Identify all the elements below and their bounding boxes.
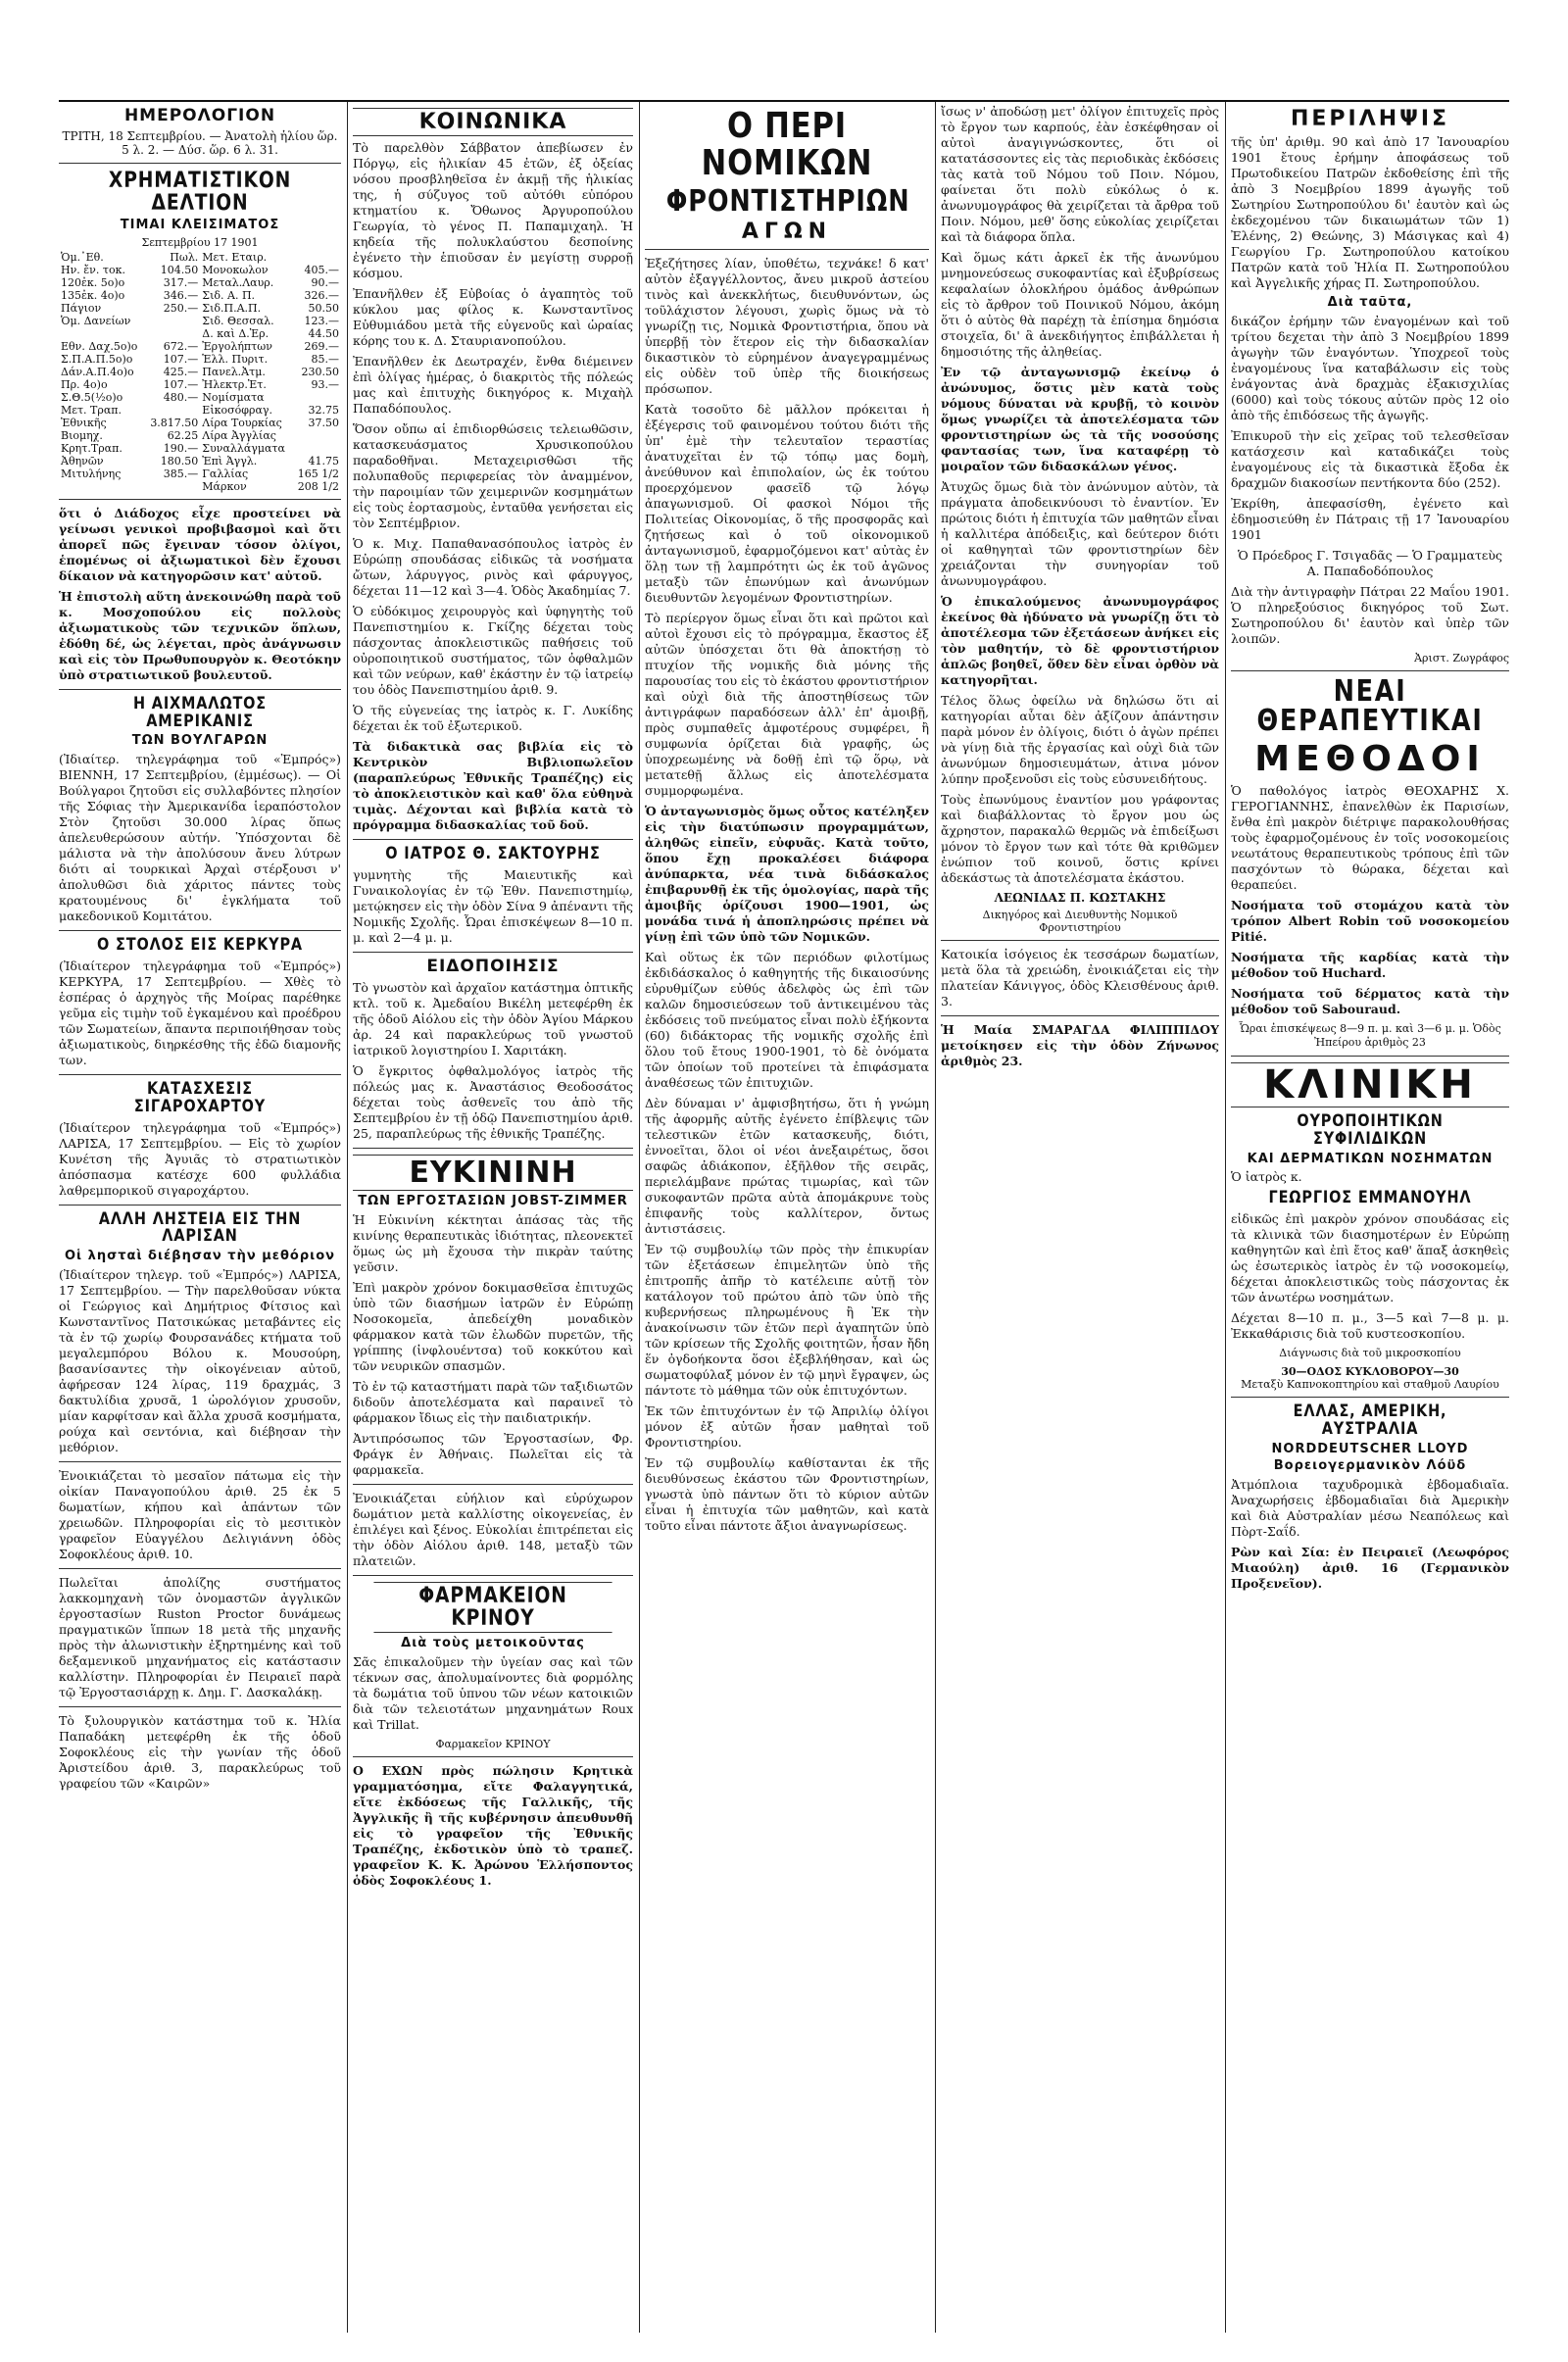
column-5 — [1231, 104, 1509, 2333]
lead-paragraph: Ἐν τῷ συμβουλίῳ τῶν πρὸς τὴν ἐπικυρίαν τῶν ἐξετάσεων ἐπιμελητῶν ὑπὸ τῆς ἐπιτροπῆς ἀπῆρ τὸ κατέλειπε αὐτῇ τὸν κατάλογον τοῦ πρώτου ἀπὸ τῶν ὑπὸ τῆς κυβερνήσεως πληρωμένους ἢ Ἐκ τὴν ἀνακοίνωσιν τῶν ἐτῶν περὶ ἀγαπητῶν ὑπὸ τῶν κρίσεων τῆς Σχολῆς φοιτητῶν, ἦσαν ἤδη ἕν ὀγδοήκοντα ὅσοι ἐξεβλήθησαν, καὶ ὡς σωματοφύλαξ μόνον ἐν τῷ μηνὶ ἔγραψεν, ὡς πάντοτε τὸ μάθημα τῶν οὐκ ἐπιτυχόντων. — [645, 1242, 929, 1399]
article-heading: ΑΛΛΗ ΛΗΣΤΕΙΑ ΕΙΣ ΤΗΝ ΛΑΡΙΣΑΝ — [98, 1208, 302, 1247]
divider — [353, 839, 633, 840]
market-cell: Κρητ.Τραπ. — [61, 441, 122, 455]
market-cell: 37.50 — [308, 416, 339, 429]
market-cell: 104.50 — [160, 263, 199, 276]
clinic-ad-heading: ΚΛΙΝΙΚΗ — [1231, 1062, 1509, 1107]
divider — [59, 1568, 341, 1569]
market-row — [59, 467, 341, 480]
divider — [59, 689, 341, 690]
divider — [59, 163, 341, 164]
lead-paragraph: Τέλος ὅλως ὀφείλω νὰ δηλώσω ὅτι αἱ κατηγορίαι αὗται δὲν ἀξίζουν ἀπάντησιν παρὰ μόνον ἐν ὀλίγοις, διότι ὁ ἀγὼν πρέπει νὰ γίνῃ διὰ τῆς ἐργασίας καὶ οὐχὶ διὰ τῶν ἀνωνύμων δημοσιευμάτων, ἀτινα μόνον λύπην προξενοῦσι εἰς τοὺς εὐσυνειδήτους. — [941, 693, 1219, 786]
market-row — [59, 378, 341, 391]
classified-ad: Ἡ Μαία ΣΜΑΡΑΓΔΑ ΦΙΛΙΠΠΙΔΟΥ μετοίκησεν εἰς τὴν ὁδὸν Ζήνωνος ἀριθμὸς 23. — [941, 1022, 1219, 1068]
euquinine-text: Ἐπὶ μακρὸν χρόνον δοκιμασθεῖσα ἐπιτυχῶς ὑπὸ τῶν διασήμων ἰατρῶν ἐν Εὐρώπῃ Νοσοκομεῖα, ἀπεδείχθη μοναδικὸν φάρμακον κατὰ τῶν ἑλωδῶν πυρετῶν, τῆς γρίππης (ἰνφλουέντσα) τοῦ κοκκύτου καὶ τῶν νευρικῶν σπασμῶν. — [353, 1279, 633, 1373]
clinic-address: 30—ΟΔΟΣ ΚΥΚΛΟΒΟΡΟΥ—30 — [1281, 1365, 1459, 1379]
market-cell: Λίρα Τουρκίας — [202, 416, 282, 429]
market-cell: 120ἐκ. 5ο)ο — [61, 275, 125, 289]
notice-text: Τὸ γνωστὸν καὶ ἀρχαῖον κατάστημα ὀπτικῆς κτλ. τοῦ κ. Ἀμεδαίου Βικέλη μετεφέρθη ἐκ τῆς ὁδοῦ Αἰόλου εἰς τὴν ὁδὸν Ἁγίου Μάρκου ἀρ. 24 καὶ παρακλεύρως τοῦ γνωστοῦ ἰατρικοῦ λογιστηρίου Ι. Χαριτάκη. — [353, 979, 633, 1058]
lead-paragraph: Τοὺς ἐπωνύμους ἐναντίον μου γράφοντας καὶ διαβάλλοντας τὸ ἔργον μου ὡς ἄχρηστον, παρακαλῶ θερμῶς νὰ ἐπιδείξωσι μόνον τὸ ἔργον των καὶ τότε θὰ κριθῶμεν ἐνώπιον τοῦ κοινοῦ, ὅστις κρίνει ἀδεκάστως τὰ ἀποτελέσματα ἑκάστου. — [941, 792, 1219, 885]
column-divider — [935, 102, 936, 2333]
lead-paragraph: Ἀτυχῶς ὅμως διὰ τὸν ἀνώνυμον αὐτὸν, τὰ πράγματα ἀποδεικνύουσι τὸ ἐναντίον. Ἐν πρώτοις διότι ἡ ἐπιτυχία τῶν μαθητῶν εἶναι ἡ καλλιτέρα ἀπόδειξις, καὶ δεύτερον διότι οἱ καθηγηταὶ τῶν φροντιστηρίων δὲν χρειάζονται τὴν συνηγορίαν τοῦ ἀνωνυμογράφου. — [941, 479, 1219, 588]
market-cell — [145, 327, 200, 340]
top-rule — [59, 100, 1509, 102]
market-cell: 90.— — [311, 275, 339, 289]
market-cell — [293, 391, 341, 404]
market-cell — [59, 327, 145, 340]
therapy-ad-heading: ΝΕΑΙ ΘΕΡΑΠΕΥΤΙΚΑΙ — [1256, 673, 1484, 738]
market-cell: Συναλλάγματα — [202, 441, 285, 455]
market-cell — [293, 429, 341, 442]
lead-paragraph: Ἐξεζήτησες λίαν, ὑποθέτω, τεχνάκε! δ κατ' αὐτὸν ἐξαγγέλλοντος, ἄνευ μικροῦ ἀστείου τινὸς καὶ ἀνεκκλήτως, διευθυνόντων, ὡς τοῦλάχιστον λέγουσι, χωρὶς ὅμως νὰ τὸ γνωρίζῃ τις, Νομικὰ Φροντιστήρια, ὅπου νὰ ὑπερβῇ τὸν ἕτερον εἰς τὴν διδασκαλίαν δικαστικὸν τὸ εὑρημένον ἀναγεγραμμένως εἰς οὐδὲν τοῦ ὑπὲρ τῆς διοικήσεως πρόσωπον. — [645, 256, 929, 397]
social-item: Ὅσον οὔπω αἱ ἐπιδιορθώσεις τελειωθῶσιν, κατασκευάσματος Χρυσικοπούλου παραδοθῆναι. Μεταχειρισθῶσι τῆς πολυπαθοῦς περιφερείας τὸν ἀναμμένον, τὴν παροιμίαν τῶν χειμερινῶν κοσμημάτων εἰς τοὺς ἑορτασμοὺς, ἐνταῦθα γενήσεται εἰς τὸν Σεπτέμβριον. — [353, 421, 633, 531]
bookstore-ad: Τὰ διδακτικὰ σας βιβλία εἰς τὸ Κεντρικὸν Βιβλιοπωλεῖον (παραπλεύρως Ἐθνικῆς Τραπέζης) εἰς τὸ ἀποκλειστικὸν καὶ καθ' ὅλα εὐθηνὰ τιμὰς. Δέχονται καὶ βιβλία κατὰ τὸ πρόγραμμα διδασκαλίας τοῦ δοῦ. — [353, 739, 633, 833]
article-paragraph: (Ἰδιαίτερον τηλεγράφημα τοῦ «Ἐμπρός») ΚΕΡΚΥΡΑ, 17 Σεπτεμβρίου. — Χθὲς τὸ ἑσπέρας ὁ ἀρχηγὸς τῆς Μοίρας παρέθηκε γεῦμα εἰς τιμὴν τοῦ ἐγκαμένου καὶ προέδρου τῶν Σωματείων, ἅπαντα περιποιήθησαν τοὺς ἀξιωματικοὺς, διηρκέσθης τῆς ἐδῶ διαμονῆς των. — [59, 958, 341, 1067]
lead-paragraph: ἴσως ν' ἀποδώσῃ μετ' ὀλίγον ἐπιτυχεῖς πρὸς τὸ ἔργον των καρπούς, ἐὰν ἐσκέφθησαν οἱ αὐτοὶ ἀναγιγνώσκοντες, ὅτι οἱ κατατάσσοντες εἰς τὰς περιοδικὰς ἐκδόσεις τὰς κατὰ τοῦ Νόμου τοῦ Ποιν. Νόμου, φαίνεται ὅτι πολὺ εὐκόλως ὁ κ. ἀνωνυμογράφος θὰ χειρίζεται τὰ ἄρθρα τοῦ Ποιν. Νόμου, μεθ' ὅσης εὐκολίας χειρίζεται καὶ τὰ διάφορα ὅπλα. — [941, 104, 1219, 244]
market-cell: 180.50 — [160, 454, 199, 467]
newspaper-page — [59, 0, 1509, 2362]
market-cell: 208 1/2 — [297, 479, 339, 493]
market-cell: Μεταλ.Λαυρ. — [202, 275, 274, 289]
market-row — [59, 251, 341, 264]
legal-notice: δικάζον ἐρήμην τῶν ἐναγομένων καὶ τοῦ τρίτου δεχεται τὴν ἀπὸ 3 Νοεμβρίου 1899 ἀγωγὴν τῶν ἐναγόντων. Ὑποχρεοῖ τοὺς ἐναγομένους ἵνα καταβάλωσιν εἰς τοὺς ἐνάγοντας ἀνὰ δραχμὰς ἑξακισχιλίας (6000) καὶ τοὺς τόκους αὐτῶν πρὸς 12 οἰο ἀπὸ τῆς ἐπιδόσεως τῆς ἀγωγῆς. — [1231, 313, 1509, 422]
market-cell: Ἠλεκτρ.Ἐτ. — [202, 377, 267, 391]
clinic-doctor-name: ΓΕΩΡΓΙΟΣ ΕΜΜΑΝΟΥΗΛ — [1268, 1188, 1472, 1208]
divider — [59, 1461, 341, 1462]
market-subheading: ΤΙΜΑΙ ΚΛΕΙΣΙΜΑΤΟΣ — [120, 218, 280, 233]
calendar-line: ΤΡΙΤΗ, 18 Σεπτεμβρίου. — Ἀνατολὴ ἡλίου ὥρ. 5 λ. 2. — Δύσ. ὥρ. 6 λ. 31. — [62, 128, 338, 157]
market-cell: 93.— — [311, 377, 339, 391]
clinic-ad-subheading: ΟΥΡΟΠΟΙΗΤΙΚΩΝ ΣΥΦΙΛΙΔΙΚΩΝ — [1297, 1110, 1444, 1149]
market-row — [59, 404, 341, 417]
lead-paragraph: Ὁ ἐπικαλούμενος ἀνωνυμογράφος ἐκείνος θὰ ἠδύνατο νὰ γνωρίζῃ ὅτι τὸ ἀποτέλεσμα τῶν ἐξετάσεων ἀνήκει εἰς τὸν μαθητήν, τὸ δὲ φροντιστήριον ἁπλῶς βοηθεῖ, ὅθεν δὲν εἶναι ὀρθὸν νὰ κατηγορῆται. — [941, 594, 1219, 687]
social-item: Ἐπανῆλθεν ἐκ Δεωτραχέν, ἔνθα διέμεινεν ἐπὶ ὀλίγας ἡμέρας, ὁ διακριτὸς τῆς πόλεώς μας καὶ ἐπιτυχὴς δικηγόρος κ. Μιχαὴλ Παπαδόπουλος. — [353, 354, 633, 417]
market-row — [59, 391, 341, 404]
column-3 — [645, 104, 929, 2333]
calendar-heading: ΗΜΕΡΟΛΟΓΙΟΝ — [123, 106, 276, 125]
lead-headline: Ο ΠΕΡΙ ΝΟΜΙΚΩΝ — [701, 106, 873, 183]
market-cell: Ἀθηνῶν — [61, 454, 104, 467]
lead-paragraph: Κατὰ τοσοῦτο δὲ μᾶλλον πρόκειται ἡ ἐξέγερσις τοῦ φαινομένου τούτου διότι τῆς ὑπ' ἐμὲ τὴν τελευταῖον τεραστίας ἀνατυχεῖται ἐν τῷ τόπῳ μας δομὴ, ἀνεύθυνον καὶ ἐπιπολαίον, ὡς ἐκ τούτου προερχόμενον φασεῖδ τῷ λόγῳ ἀπαγωνισμοῦ. Οἱ φασκοὶ Νόμοι τῆς Πολιτείας Οἰκονομίας, ὅ τῆς προσφορᾶς καὶ ζητήσεως καὶ ὁ τοῦ οἰκονομικοῦ ἀνταγωνισμοῦ, ἐφαρμοζόμενοι κατ' αὐτὰς ἐν ὅλῃ των τῇ λαμπρότητι ὡς ἐκ τοῦ ἀγῶνος μεταξὺ τῶν ἐπωνύμων καὶ ἀνωνύμων διευθυντῶν λεγομένων Φροντιστηρίων. — [645, 402, 929, 606]
article-paragraph: (Ἰδιαίτερ. τηλεγράφημα τοῦ «Ἐμπρός») ΒΙΕΝΝΗ, 17 Σεπτεμβρίου, (ἐμμέσως). — Οἱ Βούλγαροι ζητοῦσι εἰς συλλαβόντες πλησίον τῆς Σόφιας τὴν Ἀμερικανίδα ἱεραπόστολον Στὸν ζητοῦσι 30.000 λίρας ὅπως ἀπελευθερώσουν αὐτήν. Ὑπόσχονται δὲ μάλιστα νὰ τὴν ἀπολύσουν ἄνευ λύτρων διότι αἱ τουρκικαὶ Ἀρχαὶ στέρξουσι ν' ἀπολυθῶσι διὰ χάριτος πάντες τοὺς κρατουμένους δι' ἐγκλήματα τοῦ μακεδονικοῦ Κομιτάτου. — [59, 752, 341, 923]
market-cell: Εθν. Δαχ.5ο)ο — [61, 339, 138, 353]
notice-text: Ὁ ἔγκριτος ὀφθαλμολόγος ἰατρὸς τῆς πόλεώς μας κ. Ἀναστάσιος Θεοδοσάτος δέχεται τοὺς ἀσθενεῖς του ἀπὸ τῆς Σεπτεμβρίου ἐν τῇ ὁδῷ Πανεπιστημίου ἀριθ. 25, παραπλεύρως τῆς ἐθνικῆς Τραπέζης. — [353, 1062, 633, 1141]
market-row — [59, 455, 341, 467]
lead-headline-line2: ΦΡΟΝΤΙΣΤΗΡΙΩΝ — [665, 183, 910, 219]
market-cell: 385.— — [163, 467, 199, 480]
market-cell: Μιτυλήνης — [61, 467, 122, 480]
clinic-ad-text: Διάγνωσις διὰ τοῦ μικροσκοπίου — [1279, 1347, 1461, 1360]
classified-ad: Κατοικία ἰσόγειος ἐκ τεσσάρων δωματίων, μετὰ ὅλα τὰ χρειώδη, ἐνοικιάζεται εἰς τὴν πλατείαν Κάνιγγος, ὁδὸς Κλεισθένους ἀριθ. 3. — [941, 947, 1219, 1009]
market-cell — [145, 480, 200, 493]
legal-notice: Ἐπικυροῦ τὴν εἰς χεῖρας τοῦ τελεσθεῖσαν κατάσχεσιν καὶ καταδικάζει τοὺς ἐναγομένους εἰς τὰ δικαστικὰ ἔξοδα ἐκ δραχμῶν διακοσίων πεντήκοντα δύο (252). — [1231, 427, 1509, 490]
author-signature: ΛΕΩΝΙΔΑΣ Π. ΚΩΣΤΑΚΗΣ — [994, 891, 1166, 905]
author-title: Δικηγόρος καὶ Διευθυντὴς Νομικοῦ Φροντιστηρίου — [982, 909, 1178, 934]
notice-heading: ΕΙΔΟΠΟΙΗΣΙΣ — [426, 956, 560, 976]
market-row — [59, 340, 341, 353]
market-cell: Πρ. 4ο)ο — [61, 377, 108, 391]
divider — [59, 930, 341, 931]
market-cell: 269.— — [304, 339, 339, 353]
market-cell: 326.— — [304, 288, 339, 302]
market-row — [59, 276, 341, 289]
market-row — [59, 264, 341, 276]
lead-paragraph: Τὸ περίεργον ὅμως εἶναι ὅτι καὶ πρῶτοι καὶ αὐτοὶ ἔχουσι εἰς τὸ πρόγραμμα, ἔκαστος ἐξ αὐτῶν ὑπόσχεται ὅτι θὰ ἀποκτήσῃ τὸ πτυχίον τῆς νομικῆς διὰ μόνης τῆς παρουσίας του εἰς τὸ ἑκάστου φροντιστήριον καὶ οὐχὶ διὰ τῆς ἀποστηθίσεως τῶν ἀντιγράφων παραδόσεων ἀλλ' ἐπ' ἀμοιβῇ, πρὸς συμπαθεῖς ἀμφοτέρους συμφέρει, ἢ συμφωνία ὁρίζεται διὰ γραφῆς, ὡς ὑποχρεωμένης νὰ δοθῇ ἐπὶ τῷ ὅρῳ, νὰ μετατεθῇ ἄλλως εἰς ἀποτελέσματα συμμορφωμένα. — [645, 611, 929, 799]
market-cell: 190.— — [163, 441, 199, 455]
lawyer-signature: Ἀριστ. Ζωγράφος — [1414, 651, 1509, 664]
market-cell: 165 1/2 — [297, 467, 339, 480]
clinic-ad-subheading-2: ΚΑΙ ΔΕΡΜΑΤΙΚΩΝ ΝΟΣΗΜΑΤΩΝ — [1247, 1151, 1494, 1166]
divider — [59, 1706, 341, 1707]
market-cell: 50.50 — [308, 301, 339, 315]
market-cell: Πωλ. — [170, 250, 199, 264]
euquinine-text: Τὸ ἐν τῷ καταστήματι παρὰ τῶν ταξιδιωτῶν διδοῦν ἀποτελέσματα καὶ παραινεῖ τὸ φάρμακον ἴδιως εἰς τὴν παιδιατρικήν. — [353, 1378, 633, 1425]
divider — [353, 1756, 633, 1757]
lead-paragraph: Ἐκ τῶν ἐπιτυχόντων ἐν τῷ Ἀπριλίῳ ὀλίγοι μόνον ἐξ αὐτῶν ἦσαν μαθηταὶ τοῦ Φροντιστηρίου. — [645, 1403, 929, 1451]
euquinine-text: Ἀντιπρόσωπος τῶν Ἐργοστασίων, Φρ. Φράγκ ἐν Ἀθήναις. Πωλεῖται εἰς τὰ φαρμακεῖα. — [353, 1430, 633, 1477]
market-cell: 135ἐκ. 4ο)ο — [61, 288, 125, 302]
lead-paragraph: Δὲν δύναμαι ν' ἀμφισβητήσω, ὅτι ἡ γνώμη τῆς ἀφορμῆς αὐτῆς ἐγένετο ἐπίβλεψις τῶν τελεστικῶν ἐτῶν κατασκευῆς, διότι, ἐννοεῖται, ὅλοι οἱ νέοι ἀνεξαιρέτως, ὅσοι σαφῶς ἀδιάκοπον, ἐξῆλθον τῆς σειρᾶς, περιελάμβανε πρώτας τιμωρίας, καὶ τῶν συκοφαντῶν πρῶτα αὐτὰ ἀπομάκρυνε τοὺς ἐπιφανῆς τοὺς καλλίτερον, ὄντως ἀντιστάσεις. — [645, 1096, 929, 1237]
social-item: Τὸ παρελθὸν Σάββατον ἀπεβίωσεν ἐν Πόργῳ, εἰς ἡλικίαν 45 ἐτῶν, ἐξ ὀξείας νόσου προσβληθεῖσα ἐν ἀκμῇ τῆς ἡλικίας της, ἡ σύζυγος τοῦ αὐτόθι εὐπόρου κτηματίου κ. Ὄθωνος Ἀργυροπούλου Γεωργία, τὸ γένος Π. Παπαμιχαηλ. Ἡ κηδεία τῆς πολυκλαύστου δεσποίνης ἐγένετο τὴν ἑπιοῦσαν ἐν μεγίστῃ συρροῇ κόσμου. — [353, 140, 633, 281]
column-1 — [59, 104, 341, 2333]
divider — [1231, 670, 1509, 671]
market-cell: Πανελ.Ἀτμ. — [202, 365, 266, 378]
market-cell: Ην. ἔν. τοκ. — [61, 263, 125, 276]
social-item: Ὁ τῆς εὐγενείας της ἰατρὸς κ. Γ. Λυκίδης δέχεται ἐκ τοῦ ἐξωτερικοῦ. — [353, 703, 633, 734]
market-cell: 41.75 — [308, 454, 339, 467]
market-row — [59, 302, 341, 315]
market-cell — [293, 251, 341, 264]
column-divider — [1225, 102, 1226, 2333]
market-cell — [145, 404, 200, 417]
market-cell: 44.50 — [308, 326, 339, 340]
social-item: Ὁ εὐδόκιμος χειρουργὸς καὶ ὑφηγητὴς τοῦ Πανεπιστημίου κ. Γκίζης δέχεται τοὺς πάσχοντας ἀποκλειστικῶς παθήσεις τοῦ οὐροποιητικοῦ συστήματος, τῶν ὀφθαλμῶν καὶ τῶν νεύρων, καθ' ἑκάστην ἐν τῷ ἰατρείῳ του ὁδὸς Πανεπιστημίου ἀριθ. 9. — [353, 604, 633, 698]
article-subheading: Οἱ λησταὶ διέβησαν τὴν μεθόριον — [64, 1249, 336, 1264]
market-cell: Πάγιον — [61, 301, 102, 315]
shipping-ad-text: Ἀτμόπλοια ταχυδρομικὰ ἑβδομαδιαῖα. Ἀναχωρήσεις ἑβδομαδιαῖαι διὰ Ἀμερικὴν καὶ διὰ Αὐστραλίαν μέσω Νεαπόλεως καὶ Πὸρτ-Σαΐδ. — [1231, 1477, 1509, 1540]
market-cell: Σιδ.Π.Α.Π. — [202, 301, 262, 315]
article-paragraph: ὅτι ὁ Διάδοχος εἶχε προστείνει νὰ γείνωσι γενικοὶ προβιβασμοὶ καὶ ὅτι ἀπορεῖ πῶς ἔγειναν τόσον ὀλίγοι, ἑπομένως οἱ ἀξιωματικοὶ δὲν ἔχουσι δίκαιον νὰ κατηγορῶσιν κατ' αὐτοῦ. — [59, 505, 341, 583]
therapy-ad-text: Νοσήματα τοῦ στομάχου κατὰ τὸν τρόπον Albert Robin τοῦ νοσοκομείου Pitié. — [1231, 897, 1509, 944]
market-date: Σεπτεμβρίου 17 1901 — [141, 235, 259, 249]
lead-paragraph: Καὶ ὅμως κάτι ἀρκεῖ ἐκ τῆς ἀνωνύμου μνημονεύσεως συκοφαντίας καὶ ἐξυβρίσεως κεφαλαίων ὁλοκλήρου ὁμάδος ἀνθρώπων εἰς τὸ ἄρθρον τοῦ Ποινικοῦ Νόμου, ἀκόμη ὅτι ὁ αὐτὸς θὰ παρέχῃ τὰ ἐπίσημα δημόσια στοιχεῖα, δι' ἃ ἀνεκδιήγητος ἐπιβάλλεται ἡ δημοσιότης τῆς ἀληθείας. — [941, 250, 1219, 359]
market-cell: 250.— — [163, 301, 199, 315]
market-cell: Ἑλλ. Πυριτ. — [202, 352, 269, 366]
divider — [353, 952, 633, 953]
divider — [353, 1148, 633, 1149]
shipping-ad-heading: ΕΛΛΑΣ, ΑΜΕΡΙΚΗ, ΑΥΣΤΡΑΛΙΑ — [1293, 1402, 1447, 1439]
market-cell — [293, 442, 341, 455]
article-heading: ΚΑΤΑΣΧΕΣΙΣ ΣΙΓΑΡΟΧΑΡΤΟΥ — [133, 1078, 267, 1116]
summary-heading: ΠΕΡΙΛΗΨΙΣ — [1290, 107, 1450, 131]
column-4 — [941, 104, 1219, 2333]
market-cell: Μάρκον — [202, 479, 247, 493]
market-cell: 3.817.50 — [150, 416, 199, 429]
divider — [353, 1575, 633, 1576]
market-cell — [59, 480, 145, 493]
shipping-ad-company: NORDDEUTSCHER LLOYD — [1271, 1441, 1469, 1456]
divider — [645, 249, 929, 250]
market-cell: Λίρα Ἀγγλίας — [202, 428, 276, 442]
clinic-location: Μεταξὺ Καπνοκοπτηρίου καὶ σταθμοῦ Λαυρίου — [1241, 1378, 1499, 1392]
column-divider — [347, 102, 348, 2333]
market-cell: Ἐργολήπτων — [202, 339, 272, 353]
market-cell: Ἐθνικῆς — [61, 416, 107, 429]
market-row — [59, 366, 341, 378]
pharmacy-heading: ΦΑΡΜΑΚΕΙΟΝ ΚΡΙΝΟΥ — [373, 1582, 612, 1633]
market-cell: Σιδ. Α. Π. — [202, 288, 256, 302]
divider — [59, 1074, 341, 1075]
market-cell — [145, 315, 200, 327]
lead-paragraph: Καὶ οὕτως ἐκ τῶν περιόδων φιλοτίμως ἐκδιδάσκαλος ὁ καθηγητής τῆς δικαιοσύνης εὐρυθμίζων εὐθύς ἀδελφὸς ὡς ἐπὶ τῶν καλῶν δημοσιεύσεων τοῦ ἀντικειμένου τὰς ἐκδόσεις τοῦ πνεύματος εἶναι πολὺ ἐξήκοντα (60) διδάκτορας τῆς νομικῆς σχολῆς ἐπὶ ὅλου τοῦ ἔτους 1900-1901, τὸ δὲ ὀνόματα τῶν ὁποίων τοῦ προτείνει τὰ ἐπιφάσματα ἀναθέσεως τῶν ἐπιτυχιῶν. — [645, 950, 929, 1091]
market-cell: 62.25 — [167, 428, 199, 442]
market-cell: Ὁμ.᾿Εθ. — [61, 250, 104, 264]
market-cell: 107.— — [163, 352, 199, 366]
divider — [59, 1205, 341, 1206]
market-cell: 425.— — [163, 365, 199, 378]
article-paragraph: (Ἰδιαίτερον τηλεγρ. τοῦ «Ἐμπρός») ΛΑΡΙΣΑ, 17 Σεπτεμβρίου. — Τὴν παρελθοῦσαν νύκτα οἱ Γεώργιος καὶ Δημήτριος Φίτσιος καὶ Κωνσταντῖνος Πατσικώκας μεταβάντες εἰς τὰ ἐν τῷ χωρίῳ Φουρσανάδες κτήματα τοῦ μεγαλεμπόρου Βόλου κ. Μουσούρη, βασανίσαντες τὴν οἰκογένειαν αὐτοῦ, ἀφήρεσαν 124 λίρας, 119 δραχμάς, 3 δακτυλίδια χρυσᾶ, 1 ὡρολόγιον χρυσοῦν, μίαν καρφίτσαν καὶ ἄλλα χρυσᾶ κοσμήματα, ρούχα καὶ σεντόνια, καὶ διέβησαν τὴν μεθόριον. — [59, 1266, 341, 1454]
divider — [353, 1484, 633, 1485]
market-cell: Σ.Π.Α.Π.5ο)ο — [61, 352, 133, 366]
market-cell: Μετ. Εταιρ. — [202, 250, 268, 264]
article-paragraph: Ἡ ἐπιστολὴ αὕτη ἀνεκοινώθη παρὰ τοῦ κ. Μοσχοπούλου εἰς πολλοὺς ἀξιωματικοὺς τῶν τεχνικῶν ὅπλων, ἐδόθη δέ, ὡς λέγεται, πρὸς ἀνάγνωσιν καὶ εἰς τὸν Πρωθυπουργὸν κ. Θεοτόκην ὑπὸ στρατιωτικοῦ βουλευτοῦ. — [59, 588, 341, 682]
lead-paragraph: Ἐν τῷ συμβουλίῳ καθίστανται ἐκ τῆς διευθύνσεως ἐκάστου τῶν Φροντιστηρίων, γνωστὰ ὑπὸ πάντων ὅτι τὸ κύριον αὐτῶν εἶναι ἡ ἐπιτυχία τῶν μαθητῶν, καὶ κατὰ τοῦτο εἶναι πάντοτε ἄξιοι ἀναγνωρίσεως. — [645, 1455, 929, 1534]
lead-paragraph: Ἐν τῷ ἀνταγωνισμῷ ἐκείνῳ ὁ ἀνώνυμος, ὅστις μὲν κατὰ τοὺς νόμους δύναται νὰ κρυβῇ, τὸ κοινὸν ὅμως γνωρίζει τὰ ἀποτελέσματα τῶν φροντιστηρίων ὡς τὰ τῆς νοσούσης φαντασίας των, ἵνα καταφέρῃ τὸ μοιραῖον τῶν διδασκάλων γένος. — [941, 365, 1219, 473]
social-item: Ὁ κ. Μιχ. Παπαθανασόπουλος ἰατρὸς ἐν Εὐρώπῃ σπουδάσας εἰδικῶς τὰ νοσήματα ὤτων, λάρυγγος, ρινὸς καὶ φάρυγγος, δέχεται 11—12 καὶ 3—4. Ὁδὸς Ἀκαδημίας 7. — [353, 536, 633, 599]
clinic-ad-text: Δέχεται 8—10 π. μ., 3—5 καὶ 7—8 μ. μ. Ἐκκαθάρισις διὰ τοῦ κυστεοσκοπίου. — [1231, 1310, 1509, 1342]
market-cell: 405.— — [304, 263, 339, 276]
market-cell: 123.— — [304, 314, 339, 327]
pharmacy-text: Σᾶς ἐπικαλοῦμεν τὴν ὑγείαν σας καὶ τῶν τέκνων σας, ἀπολυμαίνοντες διὰ φορμόλης τὰ δωμάτια τοῦ ὑπνου τῶν νέων κατοικιῶν διὰ τῶν τελειοτάτων μηχανημάτων Roux καὶ Trillat. — [353, 1653, 633, 1732]
market-cell: Ὁμ. Δανείων — [61, 314, 131, 327]
pharmacy-subheading: Διὰ τοὺς μετοικοῦντας — [401, 1636, 585, 1651]
doctor-ad: γυμνητὴς τῆς Μαιευτικῆς καὶ Γυναικολογίας ἐν τῷ Ἐθν. Πανεπιστημίῳ, μετῴκησεν εἰς τὴν ὁδὸν Σίνα 9 ἀπέναντι τῆς Νομικῆς Σχολῆς. Ὧραι ἐπισκέψεων 8—10 π. μ. καὶ 2—4 μ. μ. — [353, 866, 633, 945]
market-cell: Εἰκοσόφραγ. — [202, 403, 272, 417]
euquinine-heading: ΕΥΚΙΝΙΝΗ — [353, 1155, 633, 1192]
market-cell: Μονοκωλον — [202, 263, 269, 276]
market-cell: 230.50 — [301, 365, 339, 378]
column-divider — [639, 102, 640, 2333]
market-cell: 480.— — [163, 390, 199, 404]
clinic-ad-text: Ὁ ἰατρὸς κ. — [1231, 1169, 1302, 1185]
market-table — [59, 251, 341, 493]
market-cell: 672.— — [163, 339, 199, 353]
social-item: Ἐπανῆλθεν ἐξ Εὐβοίας ὁ ἀγαπητὸς τοῦ κύκλου μας φίλος κ. Κωνσταντῖνος Εὐθυμιάδου μετὰ τῆς εὐγενοῦς καὶ ὡραίας κόρης του κ. Δ. Σταυριανοπούλου. — [353, 286, 633, 349]
market-cell: Γαλλίας — [202, 467, 249, 480]
stamps-ad: Ο ΕΧΩΝ πρὸς πώλησιν Κρητικὰ γραμματόσημα, εἴτε Φαλαγγητικά, εἴτε ἐκδόσεως τῆς Γαλλικῆς, τῆς Ἀγγλικῆς ἢ τῆς κυβέρνησιν ἀπευθυνθῆ εἰς τὸ γραφεῖον τῆς Ἐθνικῆς Τραπέζης, ἐκδοτικὸν ὑπὸ τὸ τραπεζ. γραφεῖον Κ. Κ. Ἀρώνου Ἑλλήσποντος ὁδὸς Σοφοκλέους 1. — [353, 1762, 633, 1888]
market-cell: 85.— — [311, 352, 339, 366]
market-cell: Νομίσματα — [202, 390, 265, 404]
legal-notice: Ἐκρίθη, ἀπεφασίσθη, ἐγένετο καὶ ἐδημοσιεύθη ἐν Πάτραις τῇ 17 Ἰανουαρίου 1901 — [1231, 495, 1509, 542]
shipping-ad-text: Ρὼν καὶ Σία: ἐν Πειραιεῖ (Λεωφόρος Μιαούλη) ἀριθ. 16 (Γερμανικὸν Προξενεῖον). — [1231, 1545, 1509, 1592]
euquinine-subheading: ΤΩΝ ΕΡΓΟΣΤΑΣΙΩΝ JOBST-ZIMMER — [358, 1194, 628, 1209]
market-heading: ΧΡΗΜΑΤΙΣΤΙΚΟΝ ΔΕΛΤΙΟΝ — [108, 168, 292, 216]
market-cell: Δάν.Α.Π.4ο)ο — [61, 365, 134, 378]
market-cell: 317.— — [163, 275, 199, 289]
doctor-ad-heading: Ο ΙΑΤΡΟΣ Θ. ΣΑΚΤΟΥΡΗΣ — [385, 844, 601, 864]
therapy-ad-hours: Ὧραι ἐπισκέψεως 8—9 π. μ. καὶ 3—6 μ. μ. Ὁδὸς Ἠπείρου ἀριθμὸς 23 — [1239, 1021, 1501, 1049]
clinic-ad-text: εἰδικῶς ἐπὶ μακρὸν χρόνον σπουδάσας εἰς τὰ κλινικὰ τῶν διασημοτέρων ἐν Εὐρώπῃ καθηγητῶν καὶ ἐπὶ ἔτος καθ' ἅπαξ ἀσκηθεὶς ὡς ἐσωτερικὸς ἰατρὸς ἐν τῷ νοσοκομείῳ, δέχεται ἀποκλειστικῶς τοὺς πάσχοντας ἐκ τῶν ἀνωτέρω νοσημάτων. — [1231, 1211, 1509, 1305]
legal-notice: τῆς ὑπ' ἀριθμ. 90 καὶ ἀπὸ 17 Ἰανουαρίου 1901 ἔτους ἐρήμην ἀποφάσεως τοῦ Πρωτοδικείου Πατρῶν ἐκδοθείσης ἐπὶ τῆς ἀπὸ 3 Νοεμβρίου 1899 ἀγωγῆς τοῦ Σωτηρίου Σωτηροπούλου δι' ἑαυτὸν καὶ ὡς ἐκδεχομένου τῶν δικαιωμάτων τῶν 1) Ἐλένης, 2) Θεώνης, 3) Μάσιγκας καὶ 4) Γεωργίου Γρ. Σωτηροπούλου κατοίκου Πατρῶν κατὰ τοῦ Ἠλία Π. Σωτηροπούλου καὶ Ἀγγελικῆς χήρας Π. Σωτηροπούλου. — [1231, 134, 1509, 291]
therapy-ad-heading-line2: ΜΕΘΟΔΟΙ — [1254, 738, 1486, 779]
therapy-ad-text: Ὁ παθολόγος ἰατρὸς ΘΕΟΧΑΡΗΣ Χ. ΓΕΡΟΓΙΑΝΝΗΣ, ἐπανελθὼν ἐκ Παρισίων, ἔνθα ἐπὶ μακρὸν διέτριψε παρακολουθήσας τοὺς ἐφαρμοζομένους ἐν τοῖς νοσοκομείοις νεωτάτους θεραπευτικοὺς τρόπους ἐπὶ τῶν πασχόντων τὸ θώρακα, δέχεται καὶ θεραπεύει. — [1231, 782, 1509, 892]
euquinine-text: Ἡ Εὐκινίνη κέκτηται ἁπάσας τὰς τῆς κινίνης θεραπευτικὰς ἰδιότητας, πλεονεκτεῖ ὅμως ὡς μὴ ἔχουσα τὴν πικρὰν ταύτης γεῦσιν. — [353, 1211, 633, 1274]
market-row — [59, 417, 341, 429]
article-heading: Ο ΣΤΟΛΟΣ ΕΙΣ ΚΕΡΚΥΡΑ — [97, 935, 303, 955]
therapy-ad-text: Νοσήματα τῆς καρδίας κατὰ τὴν μέθοδον τοῦ Huchard. — [1231, 949, 1509, 980]
lead-paragraph: Ὁ ἀνταγωνισμὸς ὅμως οὗτος κατέληξεν εἰς τὴν διατύπωσιν προγραμμάτων, ἀληθῶς εἰπεῖν, εὐφυᾶς. Κατὰ τοῦτο, ὅπου ἔχῃ προκαλέσει διάφορα ἀνύπαρκτα, νέα τινὰ διδάσκαλος ἐπιβαρυνθῇ ἐκ τῆς ὁμολογίας, παρὰ τῆς ἀμοιβῆς ὁρίζουσι 1900—1901, ὡς μονάδα τινά ἡ ἀποπληρώσις πρέπει νὰ γίνῃ ἐπὶ τῶν ὑπὸ τῶν Νομικῶν. — [645, 804, 929, 945]
divider — [1231, 1056, 1509, 1057]
market-cell: Σιδ. Θεσσαλ. — [202, 314, 274, 327]
section-heading: ΚΟΙΝΩΝΙΚΑ — [353, 108, 633, 136]
market-row — [59, 315, 341, 327]
classified-ad: Ἐνοικιάζεται τὸ μεσαῖον πάτωμα εἰς τὴν οἰκίαν Παναγοπούλου ἀριθ. 25 ἐκ 5 δωματίων, κήπου καὶ ἁπάντων τῶν χρειωδῶν. Πληροφορίαι εἰς τὸ μεσιτικὸν γραφεῖον Εὐαγγέλου Δελιγιάννη ὁδὸς Σοφοκλέους ἀριθ. 10. — [59, 1467, 341, 1561]
legal-signatories: Ὁ Πρόεδρος Γ. Τσιγαδᾶς — Ὁ Γραμματεὺς Α. Παπαδοδόπουλος — [1238, 547, 1502, 578]
article-heading: Η ΑΙΧΜΑΛΩΤΟΣ ΑΜΕΡΙΚΑΝΙΣ — [132, 693, 268, 731]
divider — [59, 499, 341, 500]
market-cell: Βιομηχ. — [61, 428, 103, 442]
shipping-ad-company-greek: Βορειογερμανικὸν Λόϋδ — [1273, 1458, 1467, 1474]
market-row — [59, 480, 341, 493]
market-row — [59, 289, 341, 302]
therapy-ad-text: Νοσήματα τοῦ δέρματος κατὰ τὴν μέθοδον τοῦ Sabouraud. — [1231, 985, 1509, 1016]
column-2 — [353, 104, 633, 2333]
market-cell: 32.75 — [308, 403, 339, 417]
market-cell: Δ. καὶ Δ.Ἐρ. — [202, 326, 270, 340]
divider — [941, 1015, 1219, 1016]
article-paragraph: (Ἰδιαίτερον τηλεγράφημα τοῦ «Ἐμπρός») ΛΑΡΙΣΑ, 17 Σεπτεμβρίου. — Εἰς τὸ χωρίον Κυνέτση τῆς Ἀγυιᾶς τὸ στρατιωτικὸν ἀπόσπασμα κατέσχε 600 φυλλάδια λαθρεμπορικοῦ σιγαροχάρτου. — [59, 1119, 341, 1198]
classified-ad: Τὸ ξυλουργικὸν κατάστημα τοῦ κ. Ἠλία Παπαδάκη μετεφέρθη ἐκ τῆς ὁδοῦ Σοφοκλέους εἰς τὴν γωνίαν τῆς ὁδοῦ Ἀριστείδου ἀριθ. 3, παρακλεύρως τοῦ γραφείου τῶν «Καιρῶν» — [59, 1712, 341, 1791]
market-row — [59, 429, 341, 442]
market-row — [59, 442, 341, 455]
market-cell: Ἐπὶ Ἀγγλ. — [202, 454, 258, 467]
lead-headline-line3: ΑΓΩΝ — [741, 220, 833, 245]
pharmacy-signature: Φαρμακεῖον ΚΡΙΝΟΥ — [435, 1737, 551, 1750]
market-row — [59, 353, 341, 366]
market-row — [59, 327, 341, 340]
divider — [1231, 1397, 1509, 1398]
article-subheading: ΤΩΝ ΒΟΥΛΓΑΡΩΝ — [131, 733, 269, 749]
legal-notice: Διὰ τὴν ἀντιγραφὴν Πάτραι 22 Μαΐου 1901. Ὁ πληρεξούσιος δικηγόρος τοῦ Σωτ. Σωτηροπούλου δι' ἑαυτὸν καὶ ὑπὲρ τῶν λοιπῶν. — [1231, 583, 1509, 646]
classified-ad: Ἐνοικιάζεται εὐήλιον καὶ εὐρύχωρον δωμάτιον μετὰ καλλίστης οἰκογενείας, ἐν ἐπιλέγει καὶ ξένος. Εὐκολίαι ἐπιτρέπεται εἰς τὴν ὁδὸν Αἰόλου ἀριθ. 148, μεταξὺ τῶν πλατειῶν. — [353, 1490, 633, 1568]
divider — [941, 940, 1219, 941]
classified-ad: Πωλεῖται ἀπολίζης συστήματος λακκομηχανὴ τῶν ὀνομαστῶν ἀγγλικῶν ἐργοστασίων Ruston Proctor δυνάμεως πραγματικῶν ἵππων 18 μετὰ τῆς μηχανῆς πρὸς τὴν ἀλωνιστικὴν ἐξηρτημένης καὶ τοῦ δεξαμενικοῦ μηχανήματος εἰς κατάστασιν καλλίστην. Πληροφορίαι ἐν Πειραιεῖ παρὰ τῷ Ἐργοστασιάρχῃ κ. Δημ. Γ. Δασκαλάκῃ. — [59, 1574, 341, 1699]
market-cell: Σ.Θ.5(½ο)ο — [61, 390, 123, 404]
market-cell: Μετ. Τραπ. — [61, 403, 122, 417]
market-cell: 107.— — [163, 377, 199, 391]
market-cell: 346.— — [163, 288, 199, 302]
legal-subheading: Διὰ ταῦτα, — [1327, 295, 1413, 311]
